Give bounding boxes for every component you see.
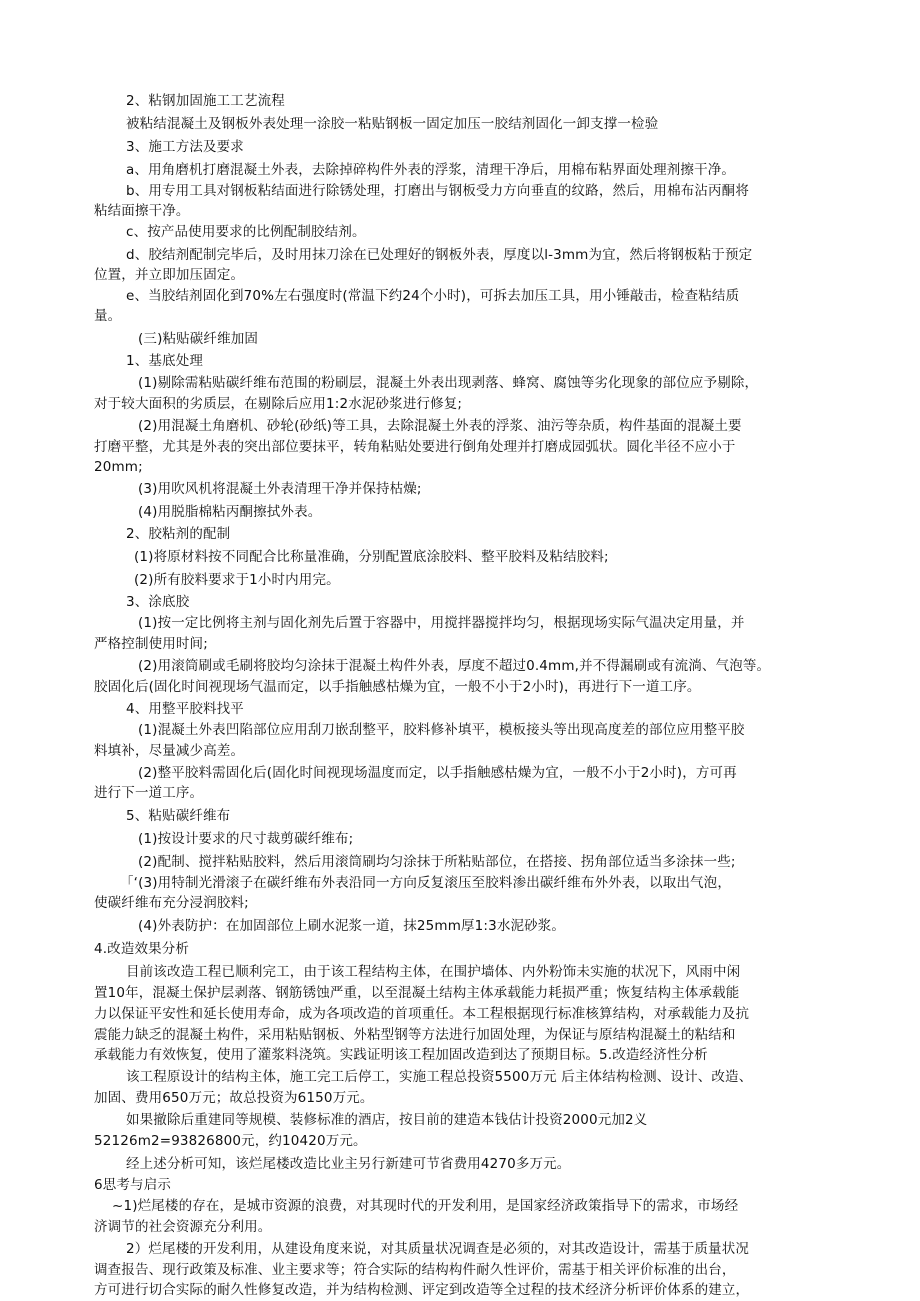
text-line: 如果撤除后重建同等规模、装修标准的酒店，按目前的建造本钱估计投资2000元加2义 xyxy=(126,1112,648,1128)
section-heading: (三)粘贴碳纤维加固 xyxy=(138,331,259,347)
text-line: 力以保证平安性和延长使用寿命，成为各项改造的首项重任。本工程根据现行标准核算结构，对承载能力及抗 xyxy=(94,1006,750,1022)
text-line: 2、胶粘剂的配制 xyxy=(126,526,231,542)
text-line: 粘结面擦干净。 xyxy=(94,203,190,219)
section-heading: 4.改造效果分析 xyxy=(94,941,190,957)
text-line: (2)所有胶料要求于1小时内用完。 xyxy=(134,572,340,588)
text-line: 被粘结混凝土及钢板外表处理一涂胶一粘贴钢板一固定加压一胶结剂固化一卸支撑一检验 xyxy=(126,116,659,132)
text-line: 位置，并立即加压固定。 xyxy=(94,267,245,283)
text-line: d、胶结剂配制完毕后，及时用抹刀涂在已处理好的钢板外表，厚度以l-3mm为宜，然后将钢板粘于预定 xyxy=(126,247,753,263)
text-line: 2、粘钢加固施工工艺流程 xyxy=(126,93,285,109)
text-line: 5、粘贴碳纤维布 xyxy=(126,808,231,824)
text-line: (4)外表防护：在加固部位上刷水泥浆一道，抹25mm厚1:3水泥砂浆。 xyxy=(138,918,566,934)
text-line: 打磨平整，尤其是外表的突出部位要抹平，转角粘贴处要进行倒角处理并打磨成园弧状。圆化半径不应小于 xyxy=(94,439,736,455)
text-line: 对于较大面积的劣质层，在剔除后应用1:2水泥砂浆进行修复; xyxy=(94,396,463,412)
text-line: 3、涂底胶 xyxy=(126,594,190,610)
text-line: 济调节的社会资源充分利用。 xyxy=(94,1219,272,1235)
text-line: e、当胶结剂固化到70%左右强度时(常温下约24个小时)，可拆去加压工具，用小锤敲击，检查粘结质 xyxy=(126,288,740,304)
text-line: 调查报告、现行政策及标准、业主要求等；符合实际的结构构件耐久性评价，需基于相关评价标准的出台， xyxy=(94,1262,736,1278)
text-line: 目前该改造工程已顺利完工，由于该工程结构主体，在围护墙体、内外粉饰未实施的状况下，风雨中闲 xyxy=(126,964,741,980)
text-line: (2)用滚筒刷或毛刷将胶均匀涂抹于混凝土构件外表，厚度不超过0.4mm,并不得漏刷或有流淌、气泡等。 xyxy=(138,658,771,674)
text-line: (1)按一定比例将主剂与固化剂先后置于容器中，用搅拌器搅拌均匀，根据现场实际气温决定用量，并 xyxy=(138,615,745,631)
text-line: (2)配制、搅拌粘贴胶料，然后用滚筒刷均匀涂抹于所粘贴部位，在搭接、拐角部位适当多涂抹一些; xyxy=(138,854,736,870)
text-line: 承载能力有效恢复，使用了灌浆料浇筑。实践证明该工程加固改造到达了预期目标。5.改造经济性分析 xyxy=(94,1047,708,1063)
text-line: 3、施工方法及要求 xyxy=(126,139,244,155)
text-line: (1)将原材料按不同配合比称量准确，分别配置底涂胶料、整平胶料及粘结胶料; xyxy=(134,549,609,565)
text-line: a、用角磨机打磨混凝土外表，去除掉碎构件外表的浮浆，清理干净后，用棉布粘界面处理剂擦干净。 xyxy=(126,162,736,178)
text-line: 1、基底处理 xyxy=(126,353,203,369)
section-heading: 6思考与启示 xyxy=(94,1177,171,1193)
text-line: (1)混凝土外表凹陷部位应用刮刀嵌刮整平，胶料修补填平，模板接头等出现高度差的部位应用整平胶 xyxy=(138,722,745,738)
text-line: 量。 xyxy=(94,308,122,324)
text-line: 震能力缺乏的混凝土构件，采用粘贴钢板、外粘型钢等方法进行加固处理，为保证与原结构混凝土的粘结和 xyxy=(94,1027,736,1043)
text-line: (2)整平胶料需固化后(固化时间视现场温度而定，以手指触感枯燥为宜，一般不小于2小时)，方可再 xyxy=(138,765,737,781)
text-line: 「‘(3)用特制光滑滚子在碳纤维布外表沿同一方向反复滚压至胶料渗出碳纤维布外外表，以取出气泡， xyxy=(120,875,731,891)
text-line: 胶固化后(固化时间视现场气温而定，以手指触感枯燥为宜，一般不小于2小时)，再进行下一道工序。 xyxy=(94,679,701,695)
text-line: b、用专用工具对钢板粘结面进行除锈处理，打磨出与钢板受力方向垂直的纹路，然后，用棉布沾丙酮将 xyxy=(126,183,749,199)
text-line: 经上述分析可知，该烂尾楼改造比业主另行新建可节省费用4270多万元。 xyxy=(126,1156,571,1172)
text-line: (2)用混凝土角磨机、砂轮(砂纸)等工具，去除混凝土外表的浮浆、油污等杂质，构件基面的混凝土要 xyxy=(138,418,742,434)
text-line: 置10年，混凝土保护层剥落、钢筋锈蚀严重，以至混凝土结构主体承载能力耗损严重；恢复结构主体承载能 xyxy=(94,985,740,1001)
text-line: (1)剔除需粘贴碳纤维布范围的粉刷层，混凝土外表出现剥落、蜂窝、腐蚀等劣化现象的部位应予剔除， xyxy=(138,375,759,391)
text-line: 料填补，尽量减少高差。 xyxy=(94,743,245,759)
text-line: 20mm; xyxy=(94,459,143,475)
text-line: (1)按设计要求的尺寸裁剪碳纤维布; xyxy=(138,831,354,847)
text-line: 进行下一道工序。 xyxy=(94,785,204,801)
text-line: 方可进行切合实际的耐久性修复改造，并为结构检测、评定到改造等全过程的技术经济分析评价体系的建立， xyxy=(94,1282,750,1298)
text-line: (4)用脱脂棉粘丙酮擦拭外表。 xyxy=(138,504,322,520)
text-line: 使碳纤维布充分浸润胶料; xyxy=(94,895,249,911)
text-line: 加固、费用650万元；故总投资为6150万元。 xyxy=(94,1090,374,1106)
text-line: 52126m2=93826800元，约10420万元。 xyxy=(94,1133,367,1149)
text-line: 4、用整平胶料找平 xyxy=(126,701,244,717)
text-line: 该工程原设计的结构主体，施工完工后停工，实施工程总投资5500万元 后主体结构检测、设计、改造、 xyxy=(126,1069,753,1085)
text-line: 严格控制使用时间; xyxy=(94,636,208,652)
text-line: ~1)烂尾楼的存在，是城市资源的浪费，对其现时代的开发利用，是国家经济政策指导下的需求，市场经 xyxy=(112,1198,739,1214)
text-line: c、按产品使用要求的比例配制胶结剂。 xyxy=(126,224,366,240)
text-line: (3)用吹风机将混凝土外表清理干净并保持枯燥; xyxy=(138,481,422,497)
text-line: 2）烂尾楼的开发利用，从建设角度来说，对其质量状况调查是必须的，对其改造设计，需基于质量状况 xyxy=(126,1241,749,1257)
